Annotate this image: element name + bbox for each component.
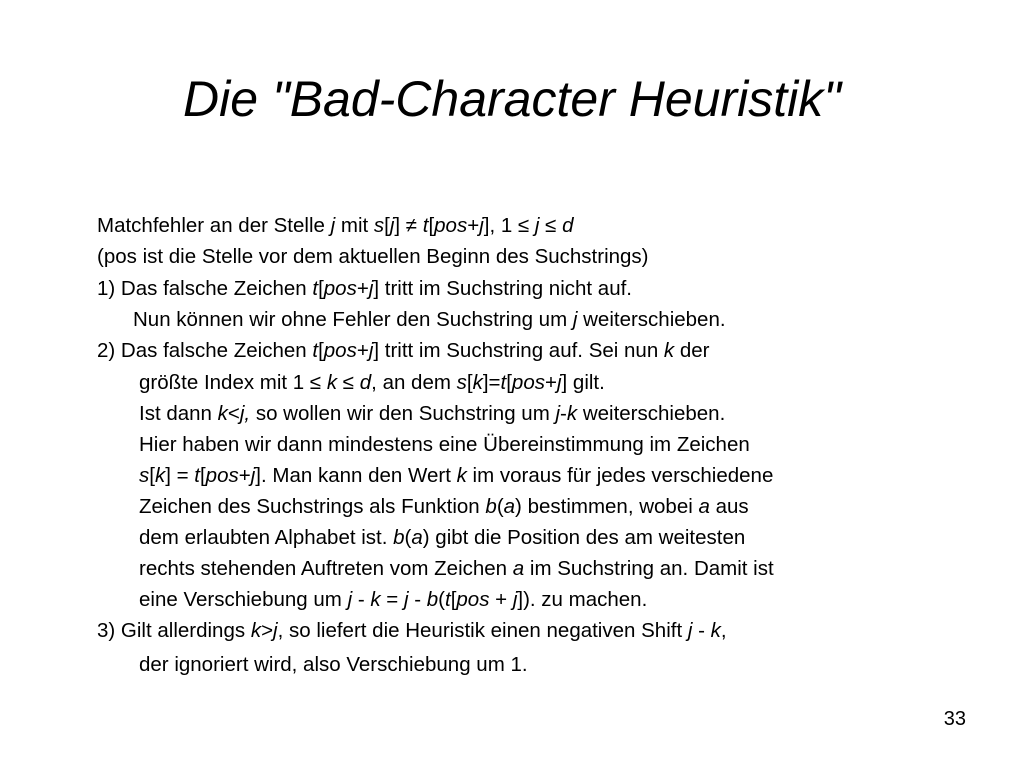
text-segment: [ (506, 371, 512, 394)
body-line (139, 652, 528, 678)
math-variable: a (503, 495, 516, 518)
text-segment: + (544, 371, 557, 394)
math-variable: s (373, 214, 385, 237)
body-line (97, 244, 649, 270)
text-segment: [ (318, 277, 324, 300)
text-segment: ) gibt die Position des am weitesten (422, 526, 746, 549)
math-variable: b (426, 588, 439, 611)
math-variable: j (389, 214, 395, 237)
body-line (139, 401, 725, 427)
math-variable: j (273, 619, 278, 642)
text-segment: eine Verschiebung um (139, 588, 348, 611)
math-variable: j (347, 588, 353, 611)
text-segment: - (692, 619, 711, 642)
math-variable: j (512, 588, 518, 611)
math-variable: k (217, 402, 228, 425)
math-variable: d (562, 214, 574, 237)
body-line (139, 494, 749, 520)
text-segment: Matchfehler an der Stelle (97, 214, 331, 237)
math-variable: k (710, 619, 721, 642)
text-segment: = (380, 588, 404, 611)
text-segment: ≤ (337, 371, 360, 394)
text-segment: ] tritt im Suchstring auf. Sei nun (373, 339, 664, 362)
math-variable: k (326, 371, 338, 394)
body-line (97, 276, 632, 302)
body-line (139, 370, 605, 396)
text-segment: Ist dann (139, 402, 218, 425)
text-segment: - (560, 402, 567, 425)
math-variable: t (444, 588, 451, 611)
text-segment: ] = (165, 464, 195, 487)
text-segment: [ (428, 214, 435, 237)
text-segment: + (356, 277, 369, 300)
text-segment: Zeichen des Suchstrings als Funktion (139, 495, 486, 518)
math-variable: a (512, 557, 525, 580)
text-segment: ]). zu machen. (517, 588, 648, 611)
math-variable: b (485, 495, 497, 518)
math-variable: s (139, 464, 150, 487)
text-segment: ≤ (539, 214, 563, 237)
text-segment: weiterschieben. (577, 402, 726, 425)
math-variable: k (456, 464, 467, 487)
math-variable: k (370, 588, 381, 611)
body-line (139, 525, 745, 551)
math-variable: t (194, 464, 200, 487)
math-variable: pos (323, 339, 357, 362)
text-segment: + (356, 339, 369, 362)
math-variable: k (154, 464, 166, 487)
math-variable: j (534, 214, 540, 237)
text-segment: - (408, 588, 427, 611)
text-segment: dem erlaubten Alphabet ist. (139, 526, 394, 549)
text-segment: < (227, 402, 240, 425)
text-segment: ]= (482, 371, 501, 394)
text-segment: aus (709, 495, 749, 518)
text-segment: + (489, 588, 513, 611)
body-line (139, 587, 647, 613)
text-segment: , an dem (371, 371, 457, 394)
text-segment: so wollen wir den Suchstring um (250, 402, 556, 425)
math-variable: j (479, 214, 484, 237)
math-variable: j (330, 214, 336, 237)
math-variable: j (250, 464, 256, 487)
text-segment: ] ≠ (394, 214, 423, 237)
math-variable: pos (205, 464, 239, 487)
math-variable: j (368, 339, 374, 362)
text-segment: [ (199, 464, 206, 487)
text-segment: größte Index mit 1 ≤ (139, 371, 327, 394)
text-segment: der ignoriert wird, also Verschiebung um 1. (139, 653, 528, 676)
text-segment: ]. Man kann den Wert (255, 464, 457, 487)
math-variable: d (359, 371, 372, 394)
math-variable: pos (456, 588, 490, 611)
text-segment: ( (404, 526, 412, 549)
body-line (133, 307, 726, 333)
text-segment: ( (438, 588, 445, 611)
math-variable: k (250, 619, 262, 642)
text-segment: mit (335, 214, 374, 237)
text-segment: > (261, 619, 274, 642)
text-segment: weiterschieben. (577, 308, 726, 331)
text-segment: [ (450, 588, 457, 611)
text-segment: [ (149, 464, 155, 487)
math-variable: k (566, 402, 578, 425)
text-segment: ], 1 ≤ (483, 214, 535, 237)
math-variable: t (312, 277, 319, 300)
text-segment: [ (318, 339, 324, 362)
body-line (139, 556, 774, 582)
math-variable: b (393, 526, 405, 549)
text-segment: + (238, 464, 251, 487)
text-segment: ) bestimmen, wobei (515, 495, 699, 518)
page-number: 33 (943, 708, 966, 730)
body-line (139, 432, 750, 458)
body-line (97, 618, 727, 644)
math-variable: j (556, 371, 562, 394)
math-variable: s (456, 371, 467, 394)
math-variable: t (422, 214, 429, 237)
text-segment: ( (496, 495, 504, 518)
text-segment: Nun können wir ohne Fehler den Suchstring um (133, 308, 573, 331)
math-variable: k (472, 371, 483, 394)
math-variable: j, (239, 402, 251, 425)
math-variable: j (572, 308, 578, 331)
math-variable: j (687, 619, 693, 642)
text-segment: rechts stehenden Auftreten vom Zeichen (139, 557, 513, 580)
text-segment: , so liefert die Heuristik einen negativen Shift (277, 619, 688, 642)
body-line (139, 463, 773, 489)
text-segment: ] tritt im Suchstring nicht auf. (373, 277, 632, 300)
math-variable: t (312, 339, 319, 362)
text-segment: 2) Das falsche Zeichen (97, 339, 313, 362)
slide-title: Die "Bad-Character Heuristik" (183, 71, 841, 127)
text-segment: 3) Gilt allerdings (97, 619, 251, 642)
math-variable: a (698, 495, 710, 518)
math-variable: pos (434, 214, 468, 237)
text-segment: 1) Das falsche Zeichen (97, 277, 313, 300)
text-segment: [ (384, 214, 390, 237)
text-segment: der (674, 339, 710, 362)
math-variable: pos (511, 371, 545, 394)
text-segment: Hier haben wir dann mindestens eine Übereinstimmung im Zeichen (139, 433, 750, 456)
text-segment: (pos ist die Stelle vor dem aktuellen Beginn des Suchstrings) (97, 245, 649, 268)
math-variable: j (368, 277, 374, 300)
text-segment: , (720, 619, 727, 642)
math-variable: k (663, 339, 675, 362)
text-segment: im voraus für jedes verschiedene (466, 464, 774, 487)
math-variable: pos (323, 277, 357, 300)
math-variable: j (555, 402, 561, 425)
text-segment: + (467, 214, 480, 237)
math-variable: j (403, 588, 409, 611)
math-variable: t (500, 371, 507, 394)
text-segment: im Suchstring an. Damit ist (524, 557, 774, 580)
body-line (97, 338, 710, 364)
text-segment: [ (466, 371, 473, 394)
math-variable: a (411, 526, 423, 549)
body-line (97, 213, 574, 239)
text-segment: ] gilt. (561, 371, 605, 394)
text-segment: - (352, 588, 371, 611)
